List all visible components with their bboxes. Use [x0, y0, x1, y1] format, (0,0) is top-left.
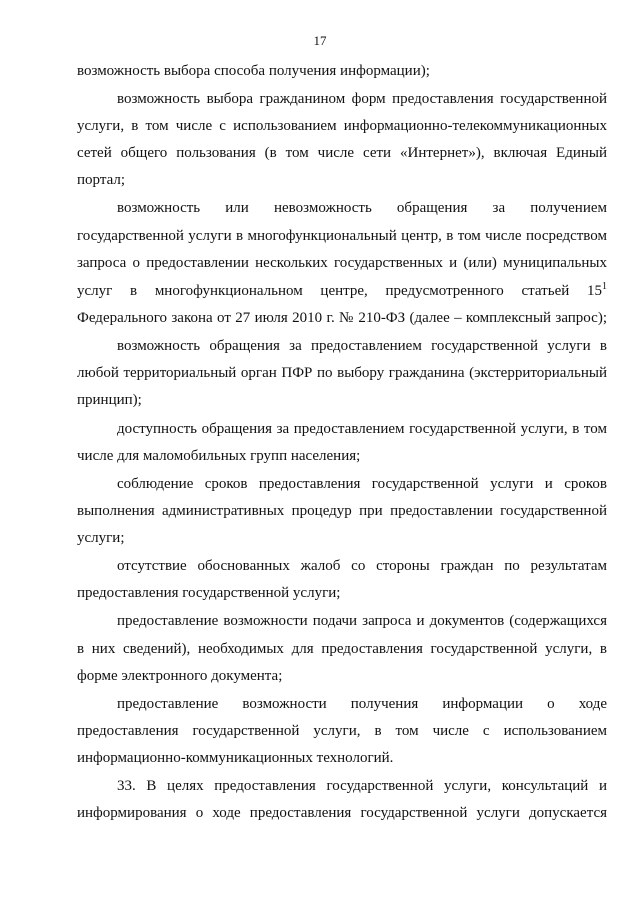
text-line: возможность выбора гражданином форм предоставления государственной [117, 91, 607, 107]
text-line: любой территориальный орган ПФР по выбору гражданина (экстерриториальный [77, 365, 607, 381]
text-line: возможность выбора способа получения информации); [77, 63, 430, 79]
text-line: отсутствие обоснованных жалоб со стороны граждан по результатам [117, 558, 607, 574]
superscript: 1 [602, 281, 607, 292]
text-line: предоставления государственной услуги, в том числе с использованием [77, 723, 607, 739]
text-line: соблюдение сроков предоставления государственной услуги и сроков [117, 476, 607, 492]
text-line: услуги, в том числе с использованием информационно-телекоммуникационных [77, 118, 607, 134]
text-line: числе для маломобильных групп населения; [77, 448, 361, 464]
text-line: Федерального закона от 27 июля 2010 г. № 210-ФЗ (далее – комплексный запрос); [77, 310, 607, 326]
text-line: портал; [77, 172, 126, 188]
text-line: услуг в многофункциональном центре, предусмотренного статьей $15^1$ [77, 281, 607, 299]
text-line: услуги; [77, 530, 125, 546]
text-line: доступность обращения за предоставлением государственной услуги, в том [117, 421, 607, 437]
text-line: информирования о ходе предоставления государственной услуги допускается [77, 805, 607, 821]
text-line: информационно-коммуникационных технологий. [77, 750, 394, 766]
text-line: форме электронного документа; [77, 668, 283, 684]
text-line: предоставление возможности подачи запроса и документов (содержащихся [117, 613, 607, 629]
page-number: 17 [313, 33, 327, 48]
text-line: в них сведений), необходимых для предоставления государственной услуги, в [77, 641, 607, 657]
text-line: возможность обращения за предоставлением государственной услуги в [117, 338, 607, 354]
text-line: 33. В целях предоставления государственной услуги, консультаций и [117, 778, 607, 794]
text-line: запроса о предоставлении нескольких государственных и (или) муниципальных [77, 255, 607, 271]
text-line: предоставление возможности получения информации о ходе [117, 696, 607, 712]
text-line: выполнения административных процедур при предоставлении государственной [77, 503, 607, 519]
text-line: сетей общего пользования (в том числе сети «Интернет»), включая Единый [77, 145, 607, 161]
text-line: предоставления государственной услуги; [77, 585, 341, 601]
text-line: принцип); [77, 392, 142, 408]
text-line: возможность или невозможность обращения за получением [117, 200, 607, 216]
text-line: государственной услуги в многофункциональный центр, в том числе посредством [77, 228, 607, 244]
